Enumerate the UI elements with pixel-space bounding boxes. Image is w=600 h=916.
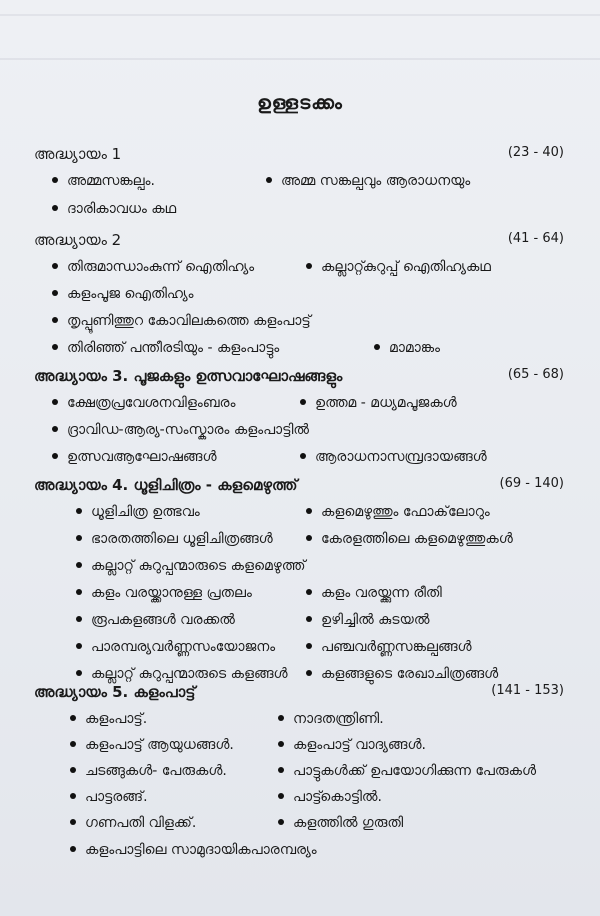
toc-item: കളങ്ങളുടെ രേഖാചിത്രങ്ങൾ [306, 666, 498, 682]
bullet-icon [52, 263, 58, 269]
toc-item: അമ്മ സങ്കല്പവും ആരാധനയും [266, 173, 470, 189]
bullet-icon [306, 535, 312, 541]
chapter-header [0, 145, 600, 167]
bullet-icon [52, 290, 58, 296]
bullet-icon [306, 263, 312, 269]
toc-item: നാദതന്ത്രിണി. [278, 711, 384, 727]
bullet-icon [76, 508, 82, 514]
bullet-icon [300, 399, 306, 405]
toc-item: ആരാധനാസമ്പ്രദായങ്ങൾ [300, 449, 487, 465]
chapter-title: അദ്ധ്യായം 5. കളംപാട്ട് [34, 683, 196, 701]
bullet-icon [300, 453, 306, 459]
bullet-icon [76, 616, 82, 622]
toc-item: ചടങ്ങുകൾ- പേരുകൾ. [70, 763, 227, 779]
bullet-icon [76, 670, 82, 676]
chapter-5 [0, 683, 600, 858]
toc-item: കളംപൂജ ഐതിഹ്യം [52, 286, 194, 302]
bullet-icon [278, 715, 284, 721]
chapter-title: അദ്ധ്യായം 1 [34, 145, 122, 163]
toc-item: രൂപകളങ്ങൾ വരക്കൽ [76, 612, 235, 628]
bullet-icon [306, 589, 312, 595]
toc-item: തൃപ്പൂണിത്തുറ കോവിലകത്തെ കളംപാട്ട് [52, 313, 311, 329]
bullet-icon [70, 819, 76, 825]
bullet-icon [52, 426, 58, 432]
bullet-icon [52, 453, 58, 459]
toc-item: കല്ലാറ്റ്കുറുപ്പ് ഐതിഹ്യകഥ [306, 259, 491, 275]
page-title: ഉള്ളടക്കം [257, 92, 343, 114]
bullet-icon [76, 562, 82, 568]
toc-item: പാരമ്പര്യവർണ്ണസംയോജനം [76, 639, 275, 655]
page-range: (65 - 68) [507, 367, 564, 382]
bullet-icon [70, 715, 76, 721]
chapter-header [0, 683, 600, 705]
toc-item: ഗണപതി വിളക്ക്. [70, 815, 196, 831]
bullet-icon [70, 767, 76, 773]
bleed-through-line [0, 14, 600, 16]
bullet-icon [76, 535, 82, 541]
bullet-icon [278, 793, 284, 799]
toc-item: പാട്ടുകൾക്ക് ഉപയോഗിക്കുന്ന പേരുകൾ [278, 763, 536, 779]
chapter-4 [0, 476, 600, 682]
bullet-icon [52, 344, 58, 350]
bullet-icon [70, 793, 76, 799]
chapter-header [0, 367, 600, 389]
bleed-through-line [0, 58, 600, 60]
toc-item: മാമാങ്കം [374, 340, 440, 356]
toc-item: ഉത്തമ - മധ്യമപൂജകൾ [300, 395, 457, 411]
bullet-icon [278, 819, 284, 825]
toc-item: കളംപാട്ടിലെ സാമുദായികപാരമ്പര്യം [70, 842, 317, 858]
bullet-icon [70, 846, 76, 852]
toc-item: കളം വരയ്ക്കുന്ന രീതി [306, 585, 442, 601]
bullet-icon [306, 508, 312, 514]
toc-item: കല്ലാറ്റ് കുറുപ്പന്മാരുടെ കളമെഴുത്ത് [76, 558, 305, 574]
toc-item: ദ്രാവിഡ-ആര്യ-സംസ്കാരം കളംപാട്ടിൽ [52, 422, 309, 438]
toc-item: പാട്ട്കൊട്ടിൽ. [278, 789, 382, 805]
toc-item: കളംപാട്ട് വാദ്യങ്ങൾ. [278, 737, 426, 753]
chapter-1 [0, 145, 600, 217]
bullet-icon [52, 317, 58, 323]
bullet-icon [306, 616, 312, 622]
page-range: (69 - 140) [499, 476, 564, 491]
toc-item: കേരളത്തിലെ കളമെഴുത്തുകൾ [306, 531, 513, 547]
chapter-header [0, 476, 600, 498]
chapter-title: അദ്ധ്യായം 3. പൂജകളും ഉത്സവാഘോഷങ്ങളും [34, 367, 343, 385]
toc-item: പഞ്ചവർണ്ണസങ്കല്പങ്ങൾ [306, 639, 472, 655]
toc-item: അമ്മസങ്കല്പം. [52, 173, 155, 189]
bullet-icon [52, 399, 58, 405]
toc-item: തിരുമാന്ധാംകുന്ന് ഐതിഹ്യം [52, 259, 254, 275]
bullet-icon [278, 767, 284, 773]
toc-item: കളം വരയ്ക്കാനുള്ള പ്രതലം [76, 585, 252, 601]
chapter-header [0, 231, 600, 253]
toc-item: കളംപാട്ട്. [70, 711, 147, 727]
toc-item: കളമെഴുത്തും ഫോക്‌ലോറും [306, 504, 490, 520]
bullet-icon [306, 643, 312, 649]
bullet-icon [76, 643, 82, 649]
toc-item: ഭാരതത്തിലെ ധൂളിചിത്രങ്ങൾ [76, 531, 273, 547]
bullet-icon [266, 177, 272, 183]
bullet-icon [374, 344, 380, 350]
chapter-2 [0, 231, 600, 356]
toc-item: ഉഴിച്ചിൽ കുടയൽ [306, 612, 429, 628]
toc-item: ക്ഷേത്രപ്രവേശനവിളംബരം [52, 395, 235, 411]
page-range: (41 - 64) [507, 231, 564, 246]
toc-item: പാട്ടരങ്ങ്. [70, 789, 148, 805]
bullet-icon [76, 589, 82, 595]
bullet-icon [70, 741, 76, 747]
toc-item: ധൂളിചിത്ര ഉത്ഭവം [76, 504, 200, 520]
toc-item: ദാരികാവധം കഥ [52, 201, 176, 217]
toc-item: കല്ലാറ്റ് കുറുപ്പന്മാരുടെ കളങ്ങൾ [76, 666, 288, 682]
bullet-icon [52, 177, 58, 183]
page-range: (141 - 153) [491, 683, 564, 698]
bullet-icon [278, 741, 284, 747]
toc-item: കളംപാട്ട് ആയുധങ്ങൾ. [70, 737, 234, 753]
bullet-icon [306, 670, 312, 676]
chapter-title: അദ്ധ്യായം 2 [34, 231, 122, 249]
bullet-icon [52, 205, 58, 211]
toc-item: തിരിഞ്ഞ് പന്തീരടിയും - കളംപാട്ടും [52, 340, 279, 356]
toc-item: ഉത്സവആഘോഷങ്ങൾ [52, 449, 217, 465]
toc-item: കളത്തിൽ ഗുരുതി [278, 815, 403, 831]
page-range: (23 - 40) [507, 145, 564, 160]
chapter-3 [0, 367, 600, 465]
chapter-title: അദ്ധ്യായം 4. ധൂളിചിത്രം - കളമെഴുത്ത് [34, 476, 298, 494]
